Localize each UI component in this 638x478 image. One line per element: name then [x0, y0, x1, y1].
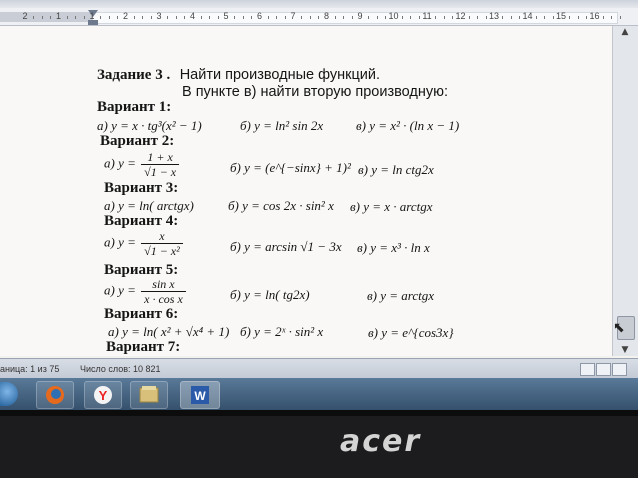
fraction-denominator: √1 − x²	[144, 244, 180, 258]
ruler-tick	[167, 16, 168, 19]
ruler-number: 16	[589, 11, 600, 21]
variant-6-c: в) y = e^{cos3x}	[368, 325, 454, 340]
variant-title: Вариант 5:	[104, 262, 179, 278]
ruler-tick	[234, 16, 235, 19]
ruler-number: 6	[256, 11, 263, 21]
ruler-tick	[536, 16, 537, 19]
ruler-tick	[310, 16, 311, 19]
ruler-tick	[578, 16, 579, 19]
variant-5-a	[104, 277, 188, 306]
variant-2-c: в) y = ln ctg2x	[358, 162, 434, 177]
scroll-down-icon[interactable]: ▼	[621, 345, 629, 355]
ruler-tick	[285, 16, 286, 19]
word-count[interactable]: Число слов: 10 821	[80, 364, 161, 374]
ruler-tick	[201, 16, 202, 19]
ruler-tick	[435, 16, 436, 19]
ruler-number: 12	[455, 11, 466, 21]
ruler-tick	[318, 16, 319, 19]
variant-title: Вариант 7:	[106, 339, 181, 355]
screen-bezel	[0, 410, 638, 416]
ruler-tick	[586, 16, 587, 19]
page-count[interactable]: аница: 1 из 75	[0, 364, 60, 374]
ruler-tick	[502, 16, 503, 19]
variant-title: Вариант 6:	[104, 306, 179, 322]
ruler-tick	[444, 16, 445, 19]
variant-3-a: а) y = ln( arctgx)	[104, 198, 194, 213]
ruler-number: 14	[522, 11, 533, 21]
variant-5-a-prefix: а) y =	[104, 282, 136, 298]
fraction	[141, 229, 183, 258]
variant-5-b: б) y = ln( tg2x)	[230, 287, 310, 302]
ruler-tick	[335, 16, 336, 19]
ruler-tick	[142, 16, 143, 19]
ruler-tick	[301, 16, 302, 19]
ruler-tick	[402, 16, 403, 19]
fraction-denominator: √1 − x	[144, 165, 177, 179]
ruler-tick	[209, 16, 210, 19]
start-orb-icon[interactable]	[0, 382, 18, 406]
ruler-tick	[251, 16, 252, 19]
ruler-number: 10	[388, 11, 399, 21]
ruler-number: 2	[22, 11, 28, 21]
variant-4-c: в) y = x³ · ln x	[357, 240, 430, 255]
print-layout-icon[interactable]	[580, 363, 595, 376]
svg-text:Y: Y	[98, 388, 108, 403]
fraction-denominator: x · cos x	[144, 292, 183, 306]
task-heading	[97, 67, 380, 84]
ruler-tick	[603, 16, 604, 19]
ruler-tick	[42, 16, 43, 19]
ruler-number: 8	[323, 11, 330, 21]
word-icon[interactable]	[180, 381, 220, 409]
scroll-up-icon[interactable]: ▲	[621, 27, 629, 37]
ruler-number: 1	[55, 11, 62, 21]
fraction	[141, 277, 186, 306]
ruler-track	[92, 12, 618, 24]
ruler-tick	[352, 16, 353, 19]
ruler-number: 3	[156, 11, 162, 21]
ruler-tick	[100, 16, 101, 19]
task-text-2: В пункте в) найти вторую производную:	[182, 84, 449, 100]
ruler-number: 2	[122, 11, 129, 21]
ruler-tick	[109, 16, 110, 19]
variant-3-b: б) y = cos 2x · sin² x	[228, 198, 334, 213]
ruler-tick	[410, 16, 411, 19]
ruler-tick	[33, 16, 34, 19]
ruler-tick	[544, 16, 545, 19]
full-screen-icon[interactable]	[596, 363, 611, 376]
variant-2-b: б) y = (e^{−sinx} + 1)²	[230, 160, 351, 175]
variant-4-a	[104, 229, 185, 258]
variant-6-a: а) y = ln( x² + √x⁴ + 1)	[108, 324, 230, 339]
laptop-logo: acer	[340, 424, 422, 459]
ruler-tick	[368, 16, 369, 19]
ruler-tick	[184, 16, 185, 19]
ruler-number: 15	[555, 11, 567, 21]
ruler-tick	[553, 16, 554, 19]
ruler-number: 5	[223, 11, 229, 21]
ruler-number: 11	[422, 11, 432, 21]
ruler-tick	[268, 16, 269, 19]
taskbar	[0, 378, 638, 410]
ruler-number: 13	[488, 11, 500, 21]
ruler-tick	[117, 16, 118, 19]
ruler-tick	[469, 16, 470, 19]
ruler-number: 9	[357, 11, 363, 21]
ruler-tick	[84, 16, 85, 19]
ruler-tick	[377, 16, 378, 19]
ruler-margin	[0, 11, 95, 22]
fraction	[141, 150, 179, 179]
document-page[interactable]	[0, 26, 612, 356]
ruler-tick	[611, 16, 612, 19]
ruler-tick	[50, 16, 51, 19]
variant-6-b: б) y = 2ˣ · sin² x	[240, 324, 324, 339]
word-icon-label: W	[194, 389, 206, 403]
variant-title: Вариант 2:	[100, 133, 175, 149]
fraction-numerator: 1 + x	[141, 150, 179, 165]
ruler-tick	[276, 16, 277, 19]
mouse-cursor-icon: ⬉	[613, 321, 625, 336]
ruler-tick	[419, 16, 420, 19]
vertical-scrollbar[interactable]	[612, 26, 638, 356]
ruler-tick	[151, 16, 152, 19]
variant-title: Вариант 3:	[104, 180, 179, 196]
ruler-tick	[176, 16, 177, 19]
ruler-tick	[134, 16, 135, 19]
variant-1-b: б) y = ln² sin 2x	[240, 118, 324, 133]
ruler-tick	[385, 16, 386, 19]
ruler-number: 4	[189, 11, 196, 21]
fraction-numerator: sin x	[141, 277, 186, 292]
variant-2-a	[104, 150, 181, 179]
variant-4-a-prefix: а) y =	[104, 234, 136, 250]
ruler-number: 7	[290, 11, 296, 21]
ruler-tick	[511, 16, 512, 19]
task-text-1: Найти производные функций.	[179, 67, 381, 83]
variant-1-a: а) y = x · tg³(x² − 1)	[97, 118, 202, 133]
variant-4-b: б) y = arcsin √1 − 3x	[230, 239, 342, 254]
variant-3-c: в) y = x · arctgx	[350, 199, 433, 214]
ruler-tick	[620, 16, 621, 19]
ruler-tick	[452, 16, 453, 19]
web-layout-icon[interactable]	[612, 363, 627, 376]
variant-5-c: в) y = arctgx	[367, 288, 434, 303]
ruler-tick	[569, 16, 570, 19]
ruler-number: 1	[89, 11, 95, 21]
horizontal-ruler[interactable]	[0, 8, 638, 26]
ruler-tick	[477, 16, 478, 19]
ruler-tick	[75, 16, 76, 19]
ruler-tick	[243, 16, 244, 19]
variant-title: Вариант 4:	[104, 213, 179, 229]
yandex-icon[interactable]	[84, 381, 122, 409]
ruler-tick	[67, 16, 68, 19]
ruler-tick	[343, 16, 344, 19]
variant-title: Вариант 1:	[97, 99, 172, 115]
variant-1-c: в) y = x² · (ln x − 1)	[356, 118, 460, 133]
ruler-tick	[519, 16, 520, 19]
fraction-numerator: x	[141, 229, 183, 244]
ruler-tick	[218, 16, 219, 19]
status-bar	[0, 358, 638, 379]
file-manager-icon[interactable]	[130, 381, 168, 409]
firefox-icon[interactable]	[36, 381, 74, 409]
task-title: Задание 3 .	[97, 67, 171, 83]
ruler-tick	[486, 16, 487, 19]
variant-2-a-prefix: а) y =	[104, 155, 136, 171]
